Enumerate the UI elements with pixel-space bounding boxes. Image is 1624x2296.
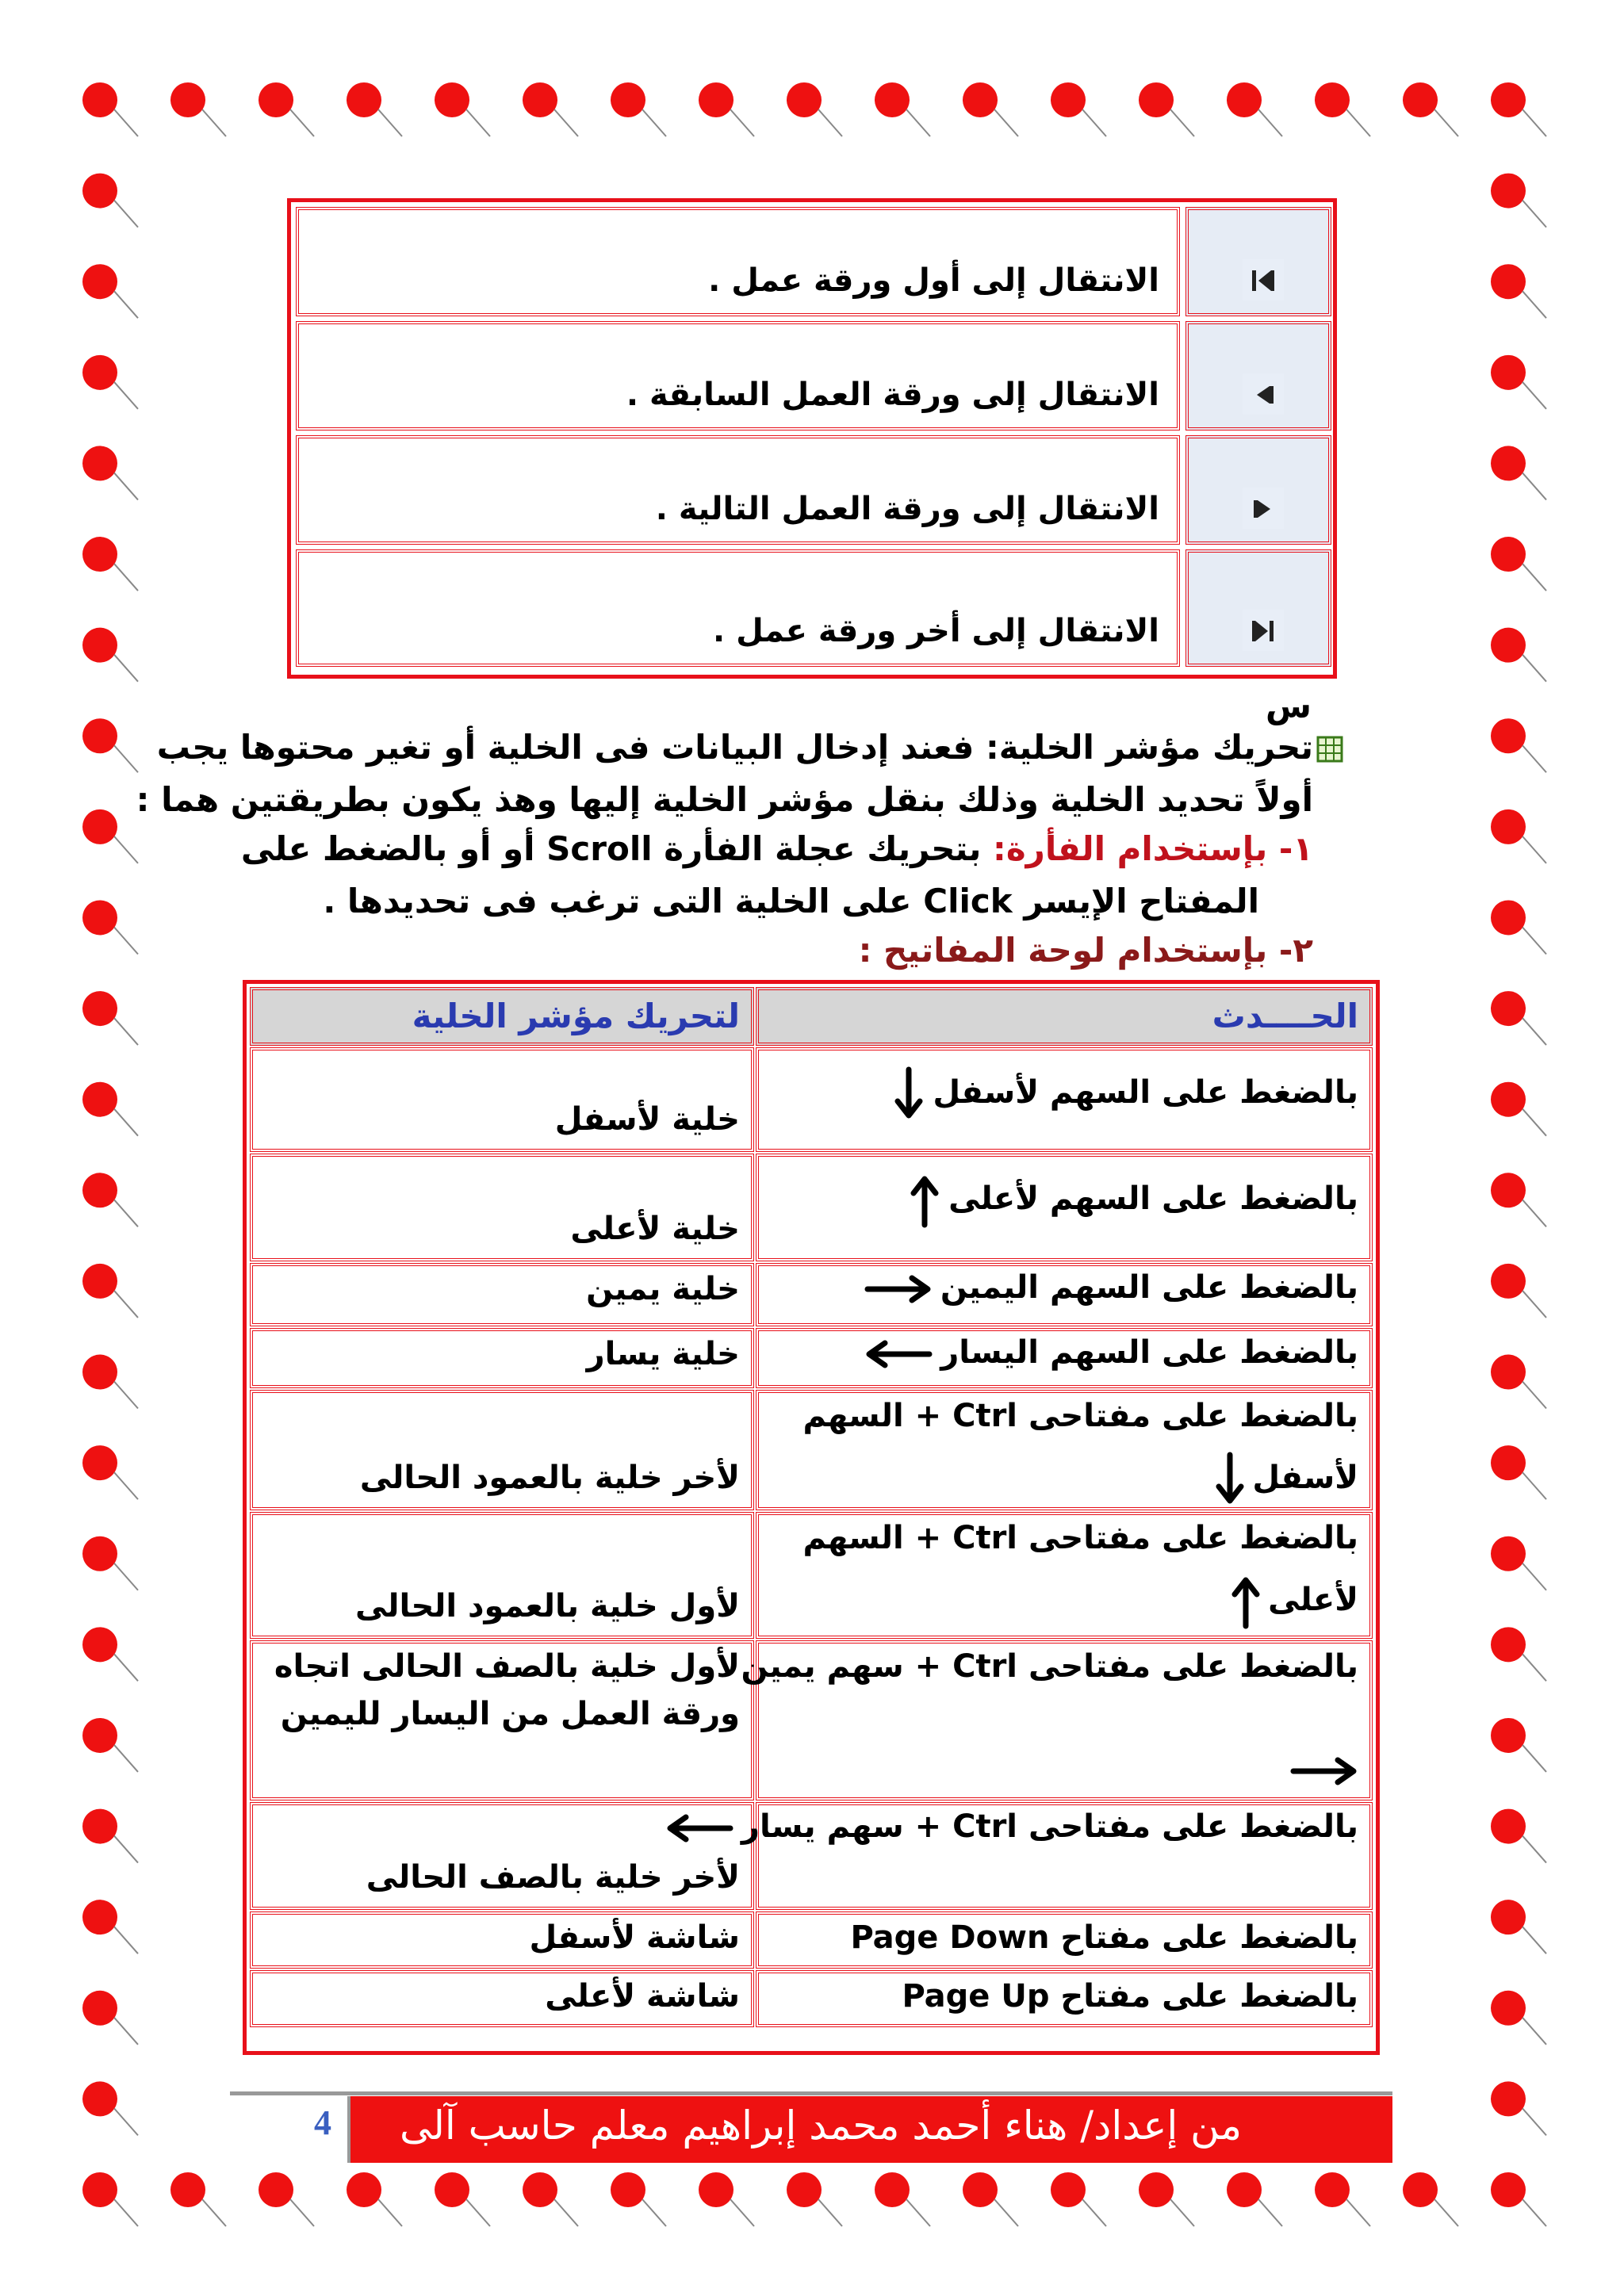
footer-author: من إعداد/ هناء أحمد محمد إبراهيم معلم حاسب آلى <box>399 2103 1242 2149</box>
border-dot-tail <box>554 109 578 136</box>
border-dot-tail <box>1522 291 1546 318</box>
border-dot <box>82 1264 117 1299</box>
arrow-left-icon <box>864 1338 933 1370</box>
event-cell <box>756 1047 1373 1152</box>
mouse-line-2: المفتاح الإيسر Click على الخلية التى ترغب فى تحديدها . <box>323 882 1259 920</box>
border-dot-tail <box>114 1109 138 1136</box>
border-dot-tail <box>114 201 138 228</box>
result-text: لأول خلية بالعمود الحالى <box>355 1588 740 1624</box>
border-dot <box>82 809 117 844</box>
border-dot <box>523 82 557 117</box>
border-dot-tail <box>1522 2108 1546 2135</box>
event-line <box>864 1334 1358 1371</box>
border-dot-tail <box>730 109 754 136</box>
border-dot-tail <box>114 564 138 591</box>
section-bullet <box>1316 736 1343 763</box>
event-cell <box>756 1263 1373 1326</box>
border-dot <box>82 1355 117 1390</box>
border-dot-tail <box>114 1745 138 1772</box>
arrow-up-icon <box>909 1173 940 1228</box>
header-action-cell <box>250 987 754 1046</box>
border-dot <box>82 1445 117 1480</box>
border-dot-tail <box>114 1018 138 1045</box>
border-dot-tail <box>554 2199 578 2226</box>
event-text: بالضغط على مفتاحى Ctrl + سهم يسار <box>741 1808 1358 1845</box>
border-dot-tail <box>114 1836 138 1863</box>
border-dot <box>347 82 381 117</box>
nav-text-next: الانتقال إلى ورقة العمل التالية . <box>655 491 1159 527</box>
last-sheet-icon[interactable] <box>1243 610 1284 651</box>
event-cell <box>756 1911 1373 1969</box>
border-dot-tail <box>114 1200 138 1226</box>
border-dot-tail <box>1522 1927 1546 1954</box>
border-dot-tail <box>1170 2199 1194 2226</box>
border-dot-tail <box>114 1382 138 1409</box>
border-dot <box>1491 1627 1526 1662</box>
arrow-down-icon <box>1214 1452 1246 1507</box>
mouse-line <box>241 829 1313 868</box>
border-dot-tail <box>994 109 1018 136</box>
border-dot-tail <box>1522 201 1546 228</box>
header-event: الحــــدث <box>1212 997 1358 1035</box>
border-dot <box>1227 2172 1262 2207</box>
border-dot <box>1315 2172 1350 2207</box>
border-dot <box>699 82 733 117</box>
border-dot <box>435 2172 469 2207</box>
event-text: بالضغط على مفتاح Page Up <box>902 1978 1358 2015</box>
event-text: بالضغط على مفتاحى Ctrl + السهم <box>802 1398 1358 1434</box>
border-dot <box>347 2172 381 2207</box>
border-dot-tail <box>906 2199 930 2226</box>
border-dot <box>82 991 117 1026</box>
next-sheet-icon[interactable] <box>1243 488 1284 529</box>
nav-text-last: الانتقال إلى أخر ورقة عمل . <box>713 613 1159 649</box>
border-dot <box>1491 628 1526 663</box>
border-dot-tail <box>1522 745 1546 772</box>
border-dot <box>1491 355 1526 390</box>
result-text: خلية يمين <box>586 1271 740 1307</box>
event-cell <box>741 1802 1373 1910</box>
border-dot-tail <box>1258 2199 1282 2226</box>
border-dot <box>611 82 645 117</box>
border-dot-tail <box>114 473 138 499</box>
arrow-down-icon <box>893 1066 925 1122</box>
border-dot <box>1403 2172 1438 2207</box>
event-text: بالضغط على السهم لأسفل <box>893 1066 1358 1122</box>
border-dot-tail <box>1522 2199 1546 2226</box>
border-dot <box>1491 1173 1526 1207</box>
border-dot <box>82 537 117 572</box>
first-sheet-icon[interactable] <box>1243 259 1284 300</box>
border-dot-tail <box>1522 1018 1546 1045</box>
border-dot-tail <box>1522 836 1546 863</box>
border-dot <box>875 82 910 117</box>
border-dot <box>82 355 117 390</box>
border-dot-tail <box>1522 1291 1546 1318</box>
keyboard-label: ٢- بإستخدام لوحة المفاتيح : <box>858 931 1313 970</box>
border-dot-tail <box>114 2018 138 2045</box>
border-dot-tail <box>114 1472 138 1499</box>
border-dot <box>1491 900 1526 935</box>
event-cell <box>756 1970 1373 2027</box>
border-dot-tail <box>114 1563 138 1590</box>
border-dot <box>1315 82 1350 117</box>
border-dot <box>787 2172 822 2207</box>
border-dot <box>1491 82 1526 117</box>
event-line <box>864 1269 1358 1306</box>
border-dot-tail <box>906 109 930 136</box>
border-dot <box>1227 82 1262 117</box>
result-text: شاشة لأسفل <box>529 1919 740 1956</box>
border-dot <box>1491 2172 1526 2207</box>
border-dot <box>1491 718 1526 753</box>
nav-row-last <box>296 549 1328 667</box>
border-dot-tail <box>1522 382 1546 409</box>
border-dot-tail <box>114 1291 138 1318</box>
mouse-label: ١- بإستخدام الفأرة: <box>993 829 1313 868</box>
result-text: لأول خلية بالصف الحالى اتجاه <box>274 1648 740 1685</box>
result-text: خلية لأعلى <box>570 1211 740 1247</box>
border-dot <box>82 264 117 299</box>
result-text: لأخر خلية بالعمود الحالى <box>359 1460 740 1496</box>
sheet-navigation-table <box>287 198 1337 679</box>
border-dot <box>1139 2172 1174 2207</box>
header-event-cell <box>756 987 1373 1046</box>
border-dot-tail <box>994 2199 1018 2226</box>
event-text: بالضغط على مفتاح Page Down <box>850 1919 1358 1956</box>
border-dot <box>1051 2172 1086 2207</box>
border-dot-tail <box>114 109 138 136</box>
result-cell <box>250 1263 754 1326</box>
border-dot <box>1491 1536 1526 1571</box>
event-text: بالضغط على مفتاحى Ctrl + سهم يمين <box>741 1648 1358 1685</box>
border-dot <box>1491 1355 1526 1390</box>
border-dot-tail <box>642 109 666 136</box>
border-dot-tail <box>114 745 138 772</box>
border-dot <box>1491 1445 1526 1480</box>
border-dot <box>1491 537 1526 572</box>
result-cell <box>250 1390 754 1510</box>
border-dot-tail <box>114 1927 138 1954</box>
border-dot-tail <box>1346 2199 1370 2226</box>
border-dot-tail <box>114 2199 138 2226</box>
border-dot <box>82 1718 117 1753</box>
header-action: لتحريك مؤشر الخلية <box>412 997 740 1035</box>
border-dot <box>1491 809 1526 844</box>
border-dot <box>170 82 205 117</box>
result-text: خلية لأسفل <box>554 1101 740 1138</box>
mouse-text: بتحريك عجلة الفأرة Scroll أو أو بالضغط على <box>240 829 982 868</box>
border-dot <box>1491 174 1526 209</box>
nav-text-first: الانتقال إلى أول ورقة عمل . <box>708 262 1159 299</box>
border-dot <box>1491 1809 1526 1844</box>
border-dot-tail <box>114 291 138 318</box>
border-dot <box>82 1900 117 1934</box>
border-dot <box>259 2172 293 2207</box>
nav-text-previous: الانتقال إلى ورقة العمل السابقة . <box>626 377 1159 413</box>
result-cell <box>250 1047 754 1152</box>
result-cell <box>250 1328 754 1388</box>
event-cell <box>756 1512 1373 1639</box>
border-dot <box>1491 1082 1526 1117</box>
border-dot <box>259 82 293 117</box>
event-text: بالضغط على مفتاحى Ctrl + السهم <box>802 1520 1358 1556</box>
border-dot-tail <box>818 109 842 136</box>
result-text: لأخر خلية بالصف الحالى <box>366 1859 740 1896</box>
border-dot-tail <box>378 109 402 136</box>
event-cell <box>756 1328 1373 1388</box>
border-dot-tail <box>1434 109 1458 136</box>
page-number: 4 <box>314 2103 331 2142</box>
arrow-up-icon <box>1230 1574 1262 1629</box>
border-dot <box>82 2172 117 2207</box>
border-dot-tail <box>1434 2199 1458 2226</box>
arrow-holder <box>1290 1751 1358 1788</box>
border-dot <box>1491 1900 1526 1934</box>
nav-row-next <box>296 435 1328 545</box>
border-dot-tail <box>290 2199 314 2226</box>
border-dot-tail <box>1170 109 1194 136</box>
border-dot <box>875 2172 910 2207</box>
border-dot-tail <box>1522 1109 1546 1136</box>
border-dot <box>611 2172 645 2207</box>
result-cell <box>250 1154 754 1261</box>
border-dot-tail <box>114 655 138 682</box>
border-dot-tail <box>1082 2199 1106 2226</box>
border-dot <box>963 2172 998 2207</box>
event-text-2 <box>1230 1574 1358 1629</box>
result-cell <box>250 1640 754 1800</box>
result-text: خلية يسار <box>586 1336 740 1372</box>
border-dot-tail <box>1522 1745 1546 1772</box>
section-line-2: أولاً تحديد الخلية وذلك بنقل مؤشر الخلية إليها وهذ يكون بطريقتين هما : <box>136 780 1313 819</box>
border-dot-tail <box>114 927 138 954</box>
border-dot <box>1491 1991 1526 2026</box>
border-dot <box>82 1809 117 1844</box>
border-dot <box>82 1627 117 1662</box>
footer-bar <box>349 2096 1392 2163</box>
keyboard-shortcut-table <box>243 980 1380 2055</box>
border-dot <box>1491 264 1526 299</box>
border-dot <box>1491 1264 1526 1299</box>
border-dot-tail <box>1522 655 1546 682</box>
footer-separator <box>347 2096 350 2163</box>
border-dot <box>699 2172 733 2207</box>
border-dot <box>435 82 469 117</box>
border-dot-tail <box>202 2199 226 2226</box>
border-dot <box>82 1173 117 1207</box>
stray-char: س <box>1266 687 1312 725</box>
result-cell <box>250 1512 754 1639</box>
border-dot-tail <box>730 2199 754 2226</box>
border-dot <box>1139 82 1174 117</box>
event-text-2 <box>1214 1452 1358 1507</box>
event-cell <box>756 1390 1373 1510</box>
event-continuation: لأعلى <box>1268 1582 1358 1618</box>
border-dot <box>82 1991 117 2026</box>
border-dot-tail <box>1522 1382 1546 1409</box>
border-dot-tail <box>114 836 138 863</box>
border-dot <box>170 2172 205 2207</box>
border-dot <box>1403 82 1438 117</box>
border-dot <box>1491 991 1526 1026</box>
border-dot-tail <box>1522 564 1546 591</box>
border-dot-tail <box>202 109 226 136</box>
border-dot <box>82 446 117 480</box>
result-text: شاشة لأعلى <box>545 1978 740 2015</box>
border-dot <box>82 2081 117 2116</box>
border-dot-tail <box>1522 473 1546 499</box>
border-dot <box>82 718 117 753</box>
border-dot-tail <box>114 382 138 409</box>
event-text: بالضغط على السهم لأعلى <box>909 1173 1358 1228</box>
border-dot-tail <box>1522 2018 1546 2045</box>
result-cell <box>250 1911 754 1969</box>
event-cell <box>741 1640 1373 1800</box>
arrow-left-icon <box>665 1812 733 1844</box>
event-text: بالضغط على السهم اليسار <box>940 1334 1358 1371</box>
event-line <box>665 1808 1358 1845</box>
border-dot-tail <box>1346 109 1370 136</box>
border-dot-tail <box>1522 109 1546 136</box>
result-text-2: ورقة العمل من اليسار لليمين <box>280 1696 740 1732</box>
footer-rule <box>230 2091 1392 2095</box>
border-dot-tail <box>818 2199 842 2226</box>
event-continuation: لأسفل <box>1252 1460 1358 1496</box>
result-cell <box>250 1970 754 2027</box>
border-dot-tail <box>1522 927 1546 954</box>
border-dot-tail <box>1522 1563 1546 1590</box>
border-dot <box>82 1536 117 1571</box>
nav-row-first <box>296 207 1328 316</box>
border-dot-tail <box>1522 1836 1546 1863</box>
border-dot-tail <box>1082 109 1106 136</box>
border-dot <box>82 1082 117 1117</box>
border-dot-tail <box>1522 1654 1546 1681</box>
spreadsheet-grid-icon <box>1316 736 1343 763</box>
border-dot-tail <box>1522 1472 1546 1499</box>
border-dot-tail <box>466 109 490 136</box>
arrow-right-icon <box>1290 1755 1358 1787</box>
border-dot <box>82 900 117 935</box>
event-text: بالضغط على السهم اليمين <box>940 1269 1358 1306</box>
border-dot-tail <box>378 2199 402 2226</box>
border-dot-tail <box>114 1654 138 1681</box>
border-dot <box>1491 446 1526 480</box>
border-dot-tail <box>642 2199 666 2226</box>
border-dot-tail <box>1258 109 1282 136</box>
section-line-1: تحريك مؤشر الخلية: فعند إدخال البيانات فى الخلية أو تغير محتوها يجب <box>156 728 1313 767</box>
border-dot <box>82 82 117 117</box>
border-dot <box>1491 1718 1526 1753</box>
border-dot <box>963 82 998 117</box>
border-dot <box>523 2172 557 2207</box>
border-dot <box>1491 2081 1526 2116</box>
border-dot-tail <box>1522 1200 1546 1226</box>
border-dot-tail <box>466 2199 490 2226</box>
border-dot <box>82 628 117 663</box>
border-dot <box>1051 82 1086 117</box>
event-cell <box>756 1154 1373 1261</box>
previous-sheet-icon[interactable] <box>1243 373 1284 415</box>
border-dot <box>787 82 822 117</box>
nav-row-previous <box>296 321 1328 430</box>
arrow-right-icon <box>864 1273 933 1305</box>
border-dot-tail <box>290 109 314 136</box>
border-dot <box>82 174 117 209</box>
border-dot-tail <box>114 2108 138 2135</box>
